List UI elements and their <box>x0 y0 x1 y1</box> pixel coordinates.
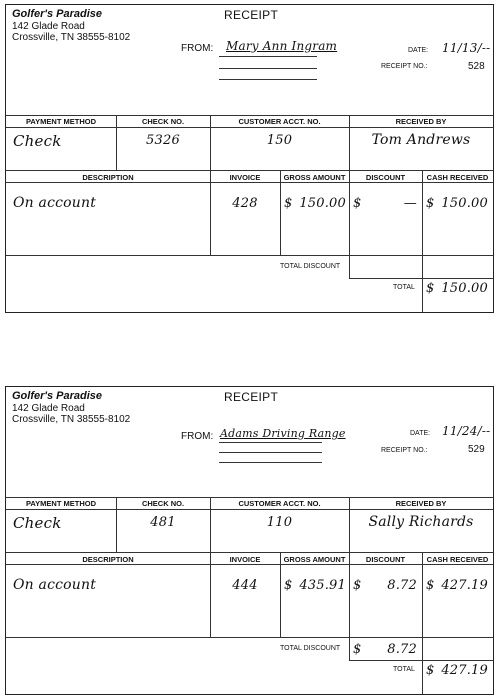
receipt-title: RECEIPT <box>224 390 279 404</box>
payment-method-value: Check <box>13 132 62 150</box>
receipt-no-label: RECEIPT NO.: <box>381 63 428 70</box>
total-discount-value: 8.72 <box>387 642 417 657</box>
receipt-title: RECEIPT <box>224 8 279 22</box>
description-value: On account <box>13 195 97 211</box>
gross-currency: $ <box>284 578 293 593</box>
total-discount-label: TOTAL DISCOUNT <box>280 263 341 270</box>
from-label: FROM: <box>181 43 214 54</box>
gross-currency: $ <box>284 196 293 211</box>
total-value: 150.00 <box>441 281 488 296</box>
discount-value: 8.72 <box>387 578 417 593</box>
date-label: DATE: <box>410 430 431 437</box>
receipt-no-label: RECEIPT NO.: <box>381 447 428 454</box>
address-line-1: 142 Glade Road <box>12 21 85 32</box>
header-discount: DISCOUNT <box>365 555 406 564</box>
description-value: On account <box>13 577 97 593</box>
invoice-value: 428 <box>232 196 258 211</box>
received-by-value: Tom Andrews <box>371 132 471 148</box>
total-discount-currency: $ <box>353 642 362 657</box>
header-check-no: CHECK NO. <box>141 117 185 126</box>
header-discount: DISCOUNT <box>365 173 406 182</box>
address-line-2: Crossville, TN 38555-8102 <box>12 414 131 425</box>
date-value: 11/13/-- <box>442 41 491 55</box>
header-cash-received: CASH RECEIVED <box>426 173 489 182</box>
check-no-value: 5326 <box>146 133 180 148</box>
company-name: Golfer's Paradise <box>12 8 103 20</box>
header-invoice: INVOICE <box>229 173 261 182</box>
payment-method-value: Check <box>13 514 62 532</box>
header-description: DESCRIPTION <box>82 173 134 182</box>
total-currency: $ <box>426 281 435 296</box>
date-value: 11/24/-- <box>442 424 491 438</box>
address-line-2: Crossville, TN 38555-8102 <box>12 32 131 43</box>
receipt-no-value: 528 <box>468 61 485 72</box>
customer-acct-value: 110 <box>266 515 293 530</box>
date-label: DATE: <box>408 47 429 54</box>
from-name: Mary Ann Ingram <box>226 39 338 53</box>
header-gross-amount: GROSS AMOUNT <box>283 173 346 182</box>
receipt-no-value: 529 <box>468 444 485 455</box>
from-name: Adams Driving Range <box>220 427 346 440</box>
customer-acct-value: 150 <box>266 133 293 148</box>
header-description: DESCRIPTION <box>82 555 134 564</box>
company-name: Golfer's Paradise <box>12 390 103 402</box>
check-no-value: 481 <box>150 515 176 530</box>
header-cash-received: CASH RECEIVED <box>426 555 489 564</box>
header-gross-amount: GROSS AMOUNT <box>283 555 346 564</box>
header-customer-acct: CUSTOMER ACCT. NO. <box>238 499 321 508</box>
received-by-value: Sally Richards <box>368 514 474 530</box>
address-line-1: 142 Glade Road <box>12 403 85 414</box>
header-received-by: RECEIVED BY <box>395 499 447 508</box>
invoice-value: 444 <box>232 578 258 593</box>
from-label: FROM: <box>181 431 214 442</box>
header-customer-acct: CUSTOMER ACCT. NO. <box>238 117 321 126</box>
header-payment-method: PAYMENT METHOD <box>25 117 96 126</box>
header-payment-method: PAYMENT METHOD <box>25 499 96 508</box>
cash-received-value: 150.00 <box>441 196 488 211</box>
cash-currency: $ <box>426 196 435 211</box>
total-label: TOTAL <box>393 284 415 291</box>
header-invoice: INVOICE <box>229 555 261 564</box>
total-label: TOTAL <box>393 666 415 673</box>
header-received-by: RECEIVED BY <box>395 117 447 126</box>
total-discount-label: TOTAL DISCOUNT <box>280 645 341 652</box>
gross-amount-value: 150.00 <box>299 196 346 211</box>
cash-currency: $ <box>426 578 435 593</box>
discount-currency: $ <box>353 196 362 211</box>
receipt-529 <box>5 386 494 695</box>
total-currency: $ <box>426 663 435 678</box>
receipt-528 <box>5 4 494 313</box>
discount-value: — <box>403 196 417 211</box>
discount-currency: $ <box>353 578 362 593</box>
cash-received-value: 427.19 <box>441 578 488 593</box>
header-check-no: CHECK NO. <box>141 499 185 508</box>
total-value: 427.19 <box>441 663 488 678</box>
gross-amount-value: 435.91 <box>299 578 346 593</box>
